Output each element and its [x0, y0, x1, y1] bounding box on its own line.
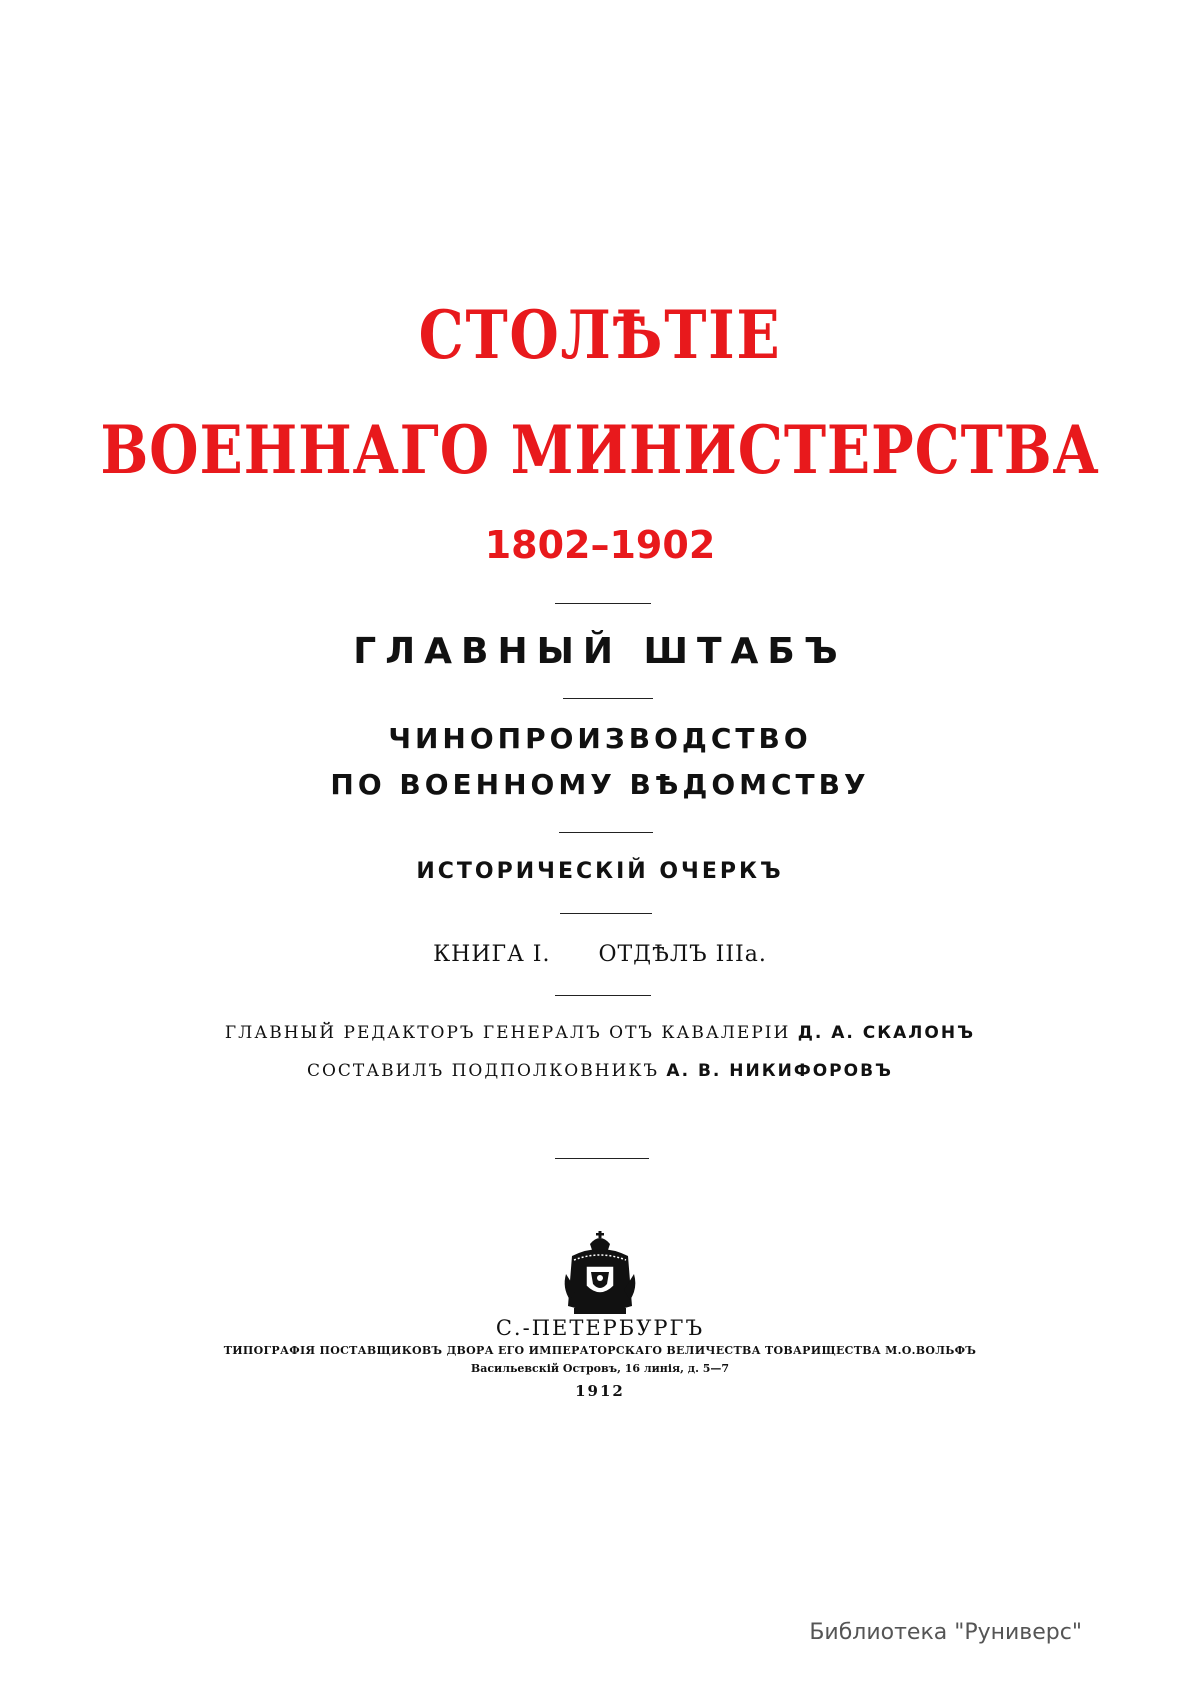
- subject-line1: ЧИНОПРОИЗВОДСТВО: [388, 722, 812, 755]
- main-title-line1: СТОЛѢТІЕ: [418, 296, 782, 374]
- part-label: ОТДѢЛЪ IIIа.: [598, 942, 767, 967]
- compiler-role: СОСТАВИЛЪ ПОДПОЛКОВНИКЪ: [306, 1061, 659, 1081]
- divider-rule: [560, 913, 652, 914]
- subject-line2: ПО ВОЕННОМУ ВѢДОМСТВУ: [330, 768, 870, 801]
- book-label: КНИГА I.: [433, 942, 551, 967]
- divider-rule: [555, 1158, 649, 1159]
- divider-rule: [563, 698, 653, 699]
- divider-rule: [559, 832, 653, 833]
- editor-role: ГЛАВНЫЙ РЕДАКТОРЪ ГЕНЕРАЛЪ ОТЪ КАВАЛЕРІИ: [224, 1023, 791, 1043]
- library-watermark: Библиотека "Руниверс": [809, 1620, 1082, 1645]
- editor-credit: [0, 1020, 1200, 1046]
- editor-name: Д. А. СКАЛОНЪ: [797, 1023, 976, 1043]
- compiler-name: А. В. НИКИФОРОВЪ: [666, 1061, 894, 1081]
- staff-heading: ГЛАВНЫЙ ШТАБЪ: [353, 631, 847, 672]
- divider-rule: [555, 995, 651, 996]
- publication-year: 1912: [575, 1382, 625, 1400]
- compiler-credit: [0, 1058, 1200, 1084]
- book-part-line: [0, 940, 1200, 970]
- title-years: 1802–1902: [484, 523, 716, 567]
- printer-address: Васильевскій Островъ, 16 линія, д. 5—7: [470, 1362, 730, 1375]
- printer-line: ТИПОГРАФІЯ ПОСТАВЩИКОВЪ ДВОРА ЕГО ИМПЕРАТОРСКАГО ВЕЛИЧЕСТВА ТОВАРИЩЕСТВА М.О.ВОЛЬФЪ: [223, 1344, 977, 1357]
- essay-heading: ИСТОРИЧЕСКІЙ ОЧЕРКЪ: [416, 859, 784, 884]
- imperial-coat-of-arms-icon: [560, 1230, 640, 1318]
- divider-rule: [555, 603, 651, 604]
- city-name: С.-ПЕТЕРБУРГЪ: [495, 1316, 705, 1340]
- main-title-line2: ВОЕННАГО МИНИСТЕРСТВА: [100, 411, 1100, 489]
